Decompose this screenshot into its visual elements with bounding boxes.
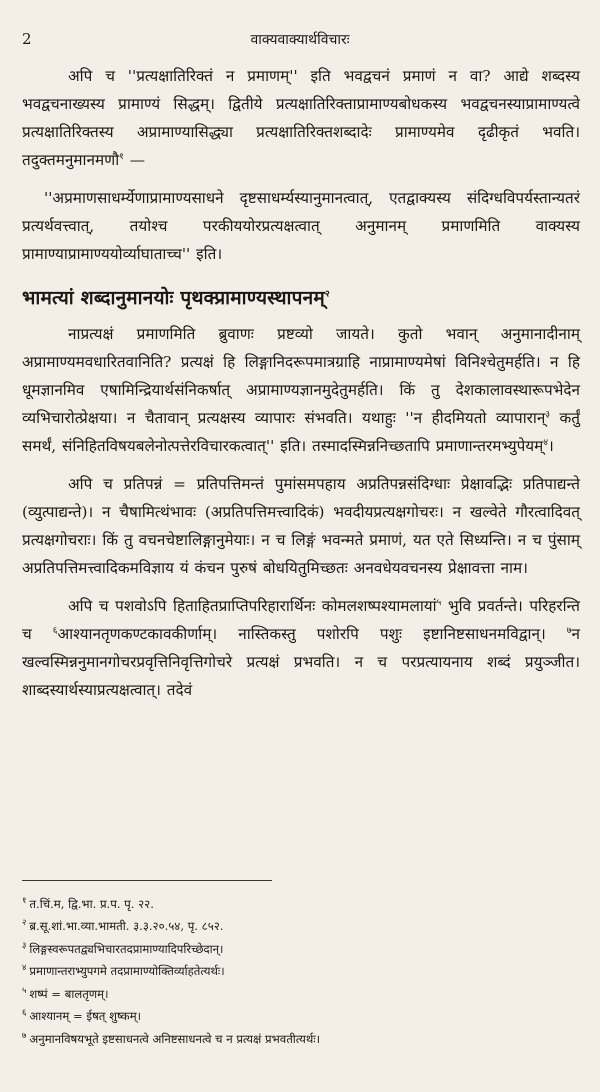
footnote-number: २ — [22, 918, 27, 929]
main-text — [22, 62, 580, 714]
paragraph-3: अपि च प्रतिपन्नं = प्रतिपत्तिमन्तं पुमांसमपहाय अप्रतिपन्नसंदिग्धाः प्रेक्षावद्भिः प्रतिपाद्यन्ते (व्युत्पाद्यन्ते)। न चैषामित्थंभावः (अप्रतिपत्तिमत्त्वादिकं) भवदीयप्रत्यक्षगोचरः। न खल्वेते गौरत्वादिवत् प्रत्यक्षगोचराः। किं तु वचनचेष्टालिङ्गानुमेयाः। न च लिङ्गं भवन्मते प्रमाणं, यत एते सिध्यन्ति। न च पुंसाम् अप्रतिपत्तिमत्त्वादिकमविज्ञाय यं कंचन पुरुषं बोधयितुमिच्छतः अनवधेयवचनस्य प्रेक्षावत्ता नाम। — [22, 475, 580, 577]
footnote-ref: ७ — [566, 625, 572, 636]
footnote-text: प्रमाणान्तराभ्युपगमे तदप्रामाण्योक्तिर्व्याहतेत्यर्थः। — [29, 964, 225, 979]
footnote-text: ब्र.सू.शां.भा.व्या.भामती. ३.३.२०.५४, पृ. ८५२. — [29, 919, 224, 934]
page-header — [22, 30, 578, 52]
block-quote: ''अप्रमाणसाधर्म्येणाप्रामाण्यसाधने दृष्टसाधर्म्यस्यानुमानत्वात्, एतद्वाक्यस्य संदिग्धविपर्यस्तान्यतरं प्रत्यर्थवत्त्वात्, तयोश्च परकीययोरप्रत्यक्षत्वात् अनुमानम् प्रमाणमिति वाक्यस्य प्रामाण्याप्रामाण्ययोर्व्याघाताच्च'' इति। — [22, 189, 580, 263]
footnote — [22, 914, 580, 936]
footnote-divider — [22, 880, 272, 881]
footnote-ref: १ — [119, 151, 124, 162]
paragraph-4-a: अपि च पशवोऽपि हिताहितप्राप्तिपरिहारार्थिनः कोमलशष्पश्यामलायां — [68, 597, 437, 615]
paragraph-4-d: न खल्वस्मिन्ननुमानगोचरप्रवृत्तिनिवृत्तिगोचरे प्रत्यक्षं प्रभवति। न च परप्रत्यायनाय शब्दं प्रयुञ्जीत। शाब्दस्यार्थस्याप्रत्यक्षत्वात्। तदेवं — [22, 625, 581, 699]
footnote-number: १ — [22, 896, 27, 906]
footnote-number: ४ — [22, 963, 27, 974]
footnote-text: त.चिं.म, द्वि.भा. प्र.प. पृ. २२. — [29, 896, 154, 911]
footnote — [22, 959, 580, 981]
footnotes — [22, 892, 580, 1049]
section-heading-text: भामत्यां शब्दानुमानयोः पृथक्प्रामाण्यस्थापनम् — [22, 287, 325, 309]
footnote-text: शष्पं = बालतृणम्। — [29, 986, 109, 1001]
running-title: वाक्यवाक्यार्थविचारः — [250, 32, 350, 48]
footnote-ref: ५ — [436, 597, 442, 608]
footnote-text: लिङ्गस्वरूपतद्व्यभिचारतदप्रामाण्यादिपरिच्छेदान्। — [29, 941, 224, 956]
paragraph-4 — [22, 592, 580, 704]
paragraph-4-b: भुवि प्रवर्तन्ते। परिहरन्ति च — [22, 597, 580, 643]
footnote-ref: ४ — [543, 437, 549, 448]
footnote-text: अनुमानविषयभूते इष्टसाधनत्वे अनिष्टसाधनत्वे च न प्रत्यक्षं प्रभवतीत्यर्थः। — [29, 1031, 321, 1046]
footnote-number: ६ — [22, 1008, 27, 1019]
paragraph-1-tail: — — [123, 151, 146, 169]
footnote — [22, 1004, 580, 1026]
footnote-text: आश्यानम् = ईषत् शुष्कम्। — [29, 1009, 142, 1024]
section-heading — [22, 284, 580, 310]
paragraph-1 — [22, 62, 580, 174]
footnote-ref: ३ — [545, 409, 551, 420]
footnote-number: ५ — [22, 985, 27, 996]
footnote — [22, 892, 580, 914]
footnote-ref: ६ — [52, 625, 58, 636]
paragraph-2 — [22, 320, 580, 460]
footnote-number: ७ — [22, 1030, 27, 1041]
paragraph-1-text: अपि च ''प्रत्यक्षातिरिक्तं न प्रमाणम्'' इति भवद्वचनं प्रमाणं न वा? आद्ये शब्दस्य भवद्वचनाख्यस्य प्रामाण्यं सिद्धम्। द्वितीये प्रत्यक्षातिरिक्ताप्रामाण्यबोधकस्य भवद्वचनस्याप्रामाण्यत्वे प्रत्यक्षातिरिक्तस्य अप्रामाण्यासिद्ध्या प्रत्यक्षातिरिक्तशब्दादेः प्रामाण्यमेव दृढीकृतं भवति। तदुक्तमनुमानमणौ — [22, 67, 580, 169]
footnote — [22, 937, 580, 959]
page-number: 2 — [22, 30, 32, 48]
footnote — [22, 1027, 580, 1049]
footnote — [22, 982, 580, 1004]
paragraph-4-c: आश्यानतृणकण्टकावकीर्णाम्। नास्तिकस्तु पशोरपि पशुः इष्टानिष्टसाधनमविद्वान्। — [57, 625, 567, 643]
footnote-ref: २ — [324, 289, 330, 300]
paragraph-2-mid: कर्तुं समर्थं, संनिहितविषयबलेनोत्पत्तेरविचारकत्वात्'' इति। तस्मादस्मिन्ननिच्छतापि प्रमाणान्तरमभ्युपेयम् — [22, 409, 580, 455]
paragraph-2-text: नाप्रत्यक्षं प्रमाणमिति ब्रुवाणः प्रष्टव्यो जायते। कुतो भवान् अनुमानादीनाम् अप्रामाण्यमवधारितवानिति? प्रत्यक्षं हि लिङ्गानिदरूपमात्रग्राहि नाप्रामाण्यमेषां विनिश्चेतुमर्हति। न हि धूमज्ञानमिव एषामिन्द्रियार्थसंनिकर्षात् अप्रामाण्यज्ञानमुदेतुमर्हति। किं तु देशकालावस्थारूपभेदेन व्यभिचारोत्प्रेक्षया। न चैतावान् प्रत्यक्षस्य व्यापारः संभवति। यथाहुः ''न हीदमियतो व्यापारान् — [22, 325, 580, 427]
footnote-number: ३ — [22, 940, 27, 951]
paragraph-2-end: । — [548, 437, 554, 455]
